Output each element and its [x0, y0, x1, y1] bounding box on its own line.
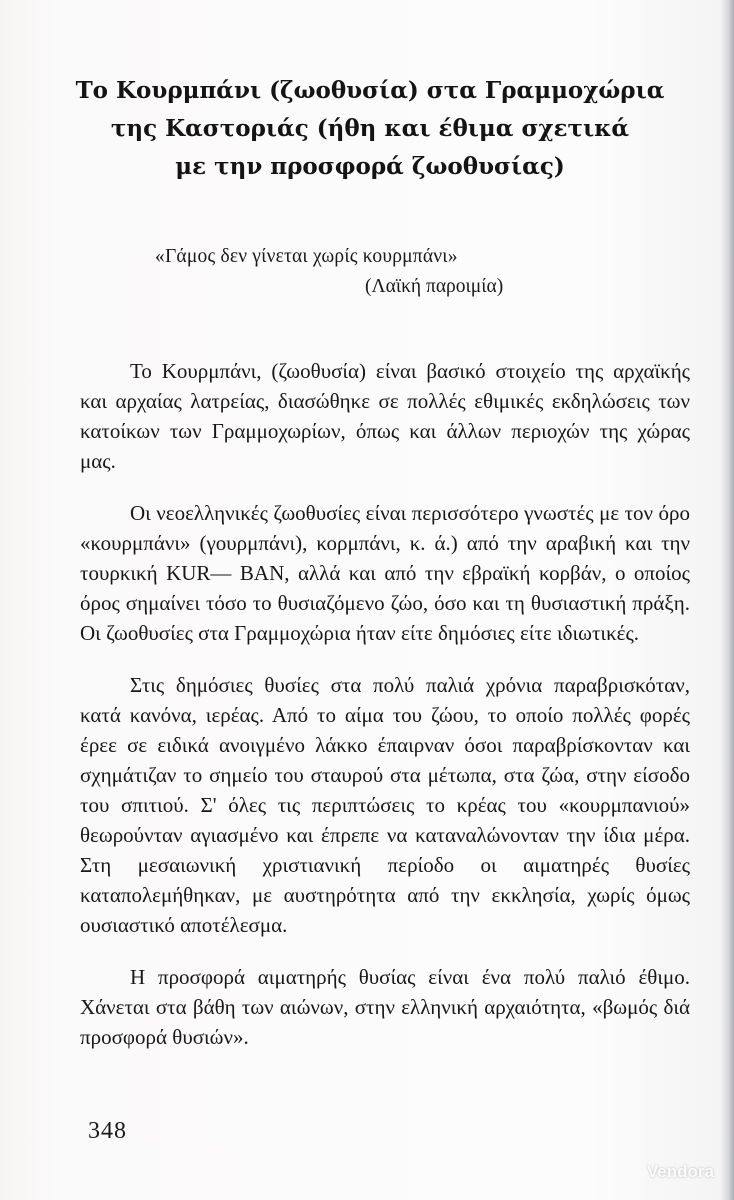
title-line: με την προσφορά ζωοθυσίας) — [175, 153, 565, 180]
paragraph: Η προσφορά αιματηρής θυσίας είναι ένα πολύ παλιό έθιμο. Χάνεται στα βάθη των αιώνων, στην ελληνική αρχαιότητα, «βωμός διά προσφορά θυσιών». — [80, 965, 690, 1049]
title-line: Το Κουρμπάνι (ζωοθυσία) στα Γραμμοχώρια — [75, 77, 665, 104]
watermark-label: Vendora — [646, 1162, 714, 1181]
epigraph-quote: «Γάμος δεν γίνεται χωρίς κουρμπάνι» — [155, 246, 458, 267]
page-edge-shadow — [720, 0, 734, 1200]
vendora-watermark — [647, 1162, 714, 1182]
paragraph: Το Κουρμπάνι, (ζωοθυσία) είναι βασικό στοιχείο της αρχαϊκής και αρχαίας λατρείας, διασώθηκε σε πολλές εθιμικές εκδηλώσεις των κατοίκων των Γραμμοχωρίων, όπως και άλλων περιοχών της χώρας μας. — [80, 359, 690, 473]
title-line: της Καστοριάς (ήθη και έθιμα σχετικά — [110, 115, 630, 142]
paragraph: Οι νεοελληνικές ζωοθυσίες είναι περισσότερο γνωστές με τον όρο «κουρμπάνι» (γουρμπάνι), κορμπάνι, κ. ά.) από την αραβική και την τουρκική KUR— BAN, αλλά και από την εβραϊκή κορβάν, ο οποίος όρος σημαίνει τόσο το θυσιαζόμενο ζώο, όσο και τη θυσιαστική πράξη. Οι ζωοθυσίες στα Γραμμοχώρια ήταν είτε δημόσιες είτε ιδιωτικές. — [80, 501, 690, 645]
page-number: 348 — [88, 1118, 127, 1144]
article-title — [70, 72, 670, 186]
epigraph — [155, 242, 635, 302]
paragraph: Στις δημόσιες θυσίες στα πολύ παλιά χρόνια παραβρισκόταν, κατά κανόνα, ιερέας. Από το αίμα του ζώου, το οποίο πολλές φορές έρεε σε ειδικά ανοιγμένο λάκκο έπαιρναν όσοι παραβρίσκονταν και σχημάτιζαν το σημείο του σταυρού στα μέτωπα, στα ζώα, στην είσοδο του σπιτιού. Σ' όλες τις περιπτώσεις το κρέας του «κουρμπανιού» θεωρούνταν αγιασμένο και έπρεπε να καταναλώνονταν την ίδια μέρα. Στη μεσαιωνική χριστιανική περίοδο οι αιματηρές θυσίες καταπολεμήθηκαν, με αυστηρότητα από την εκκλησία, χωρίς όμως ουσιαστικό αποτέλεσμα. — [80, 673, 690, 937]
article-body — [80, 356, 690, 1074]
epigraph-source: (Λαϊκή παροιμία) — [365, 276, 504, 297]
